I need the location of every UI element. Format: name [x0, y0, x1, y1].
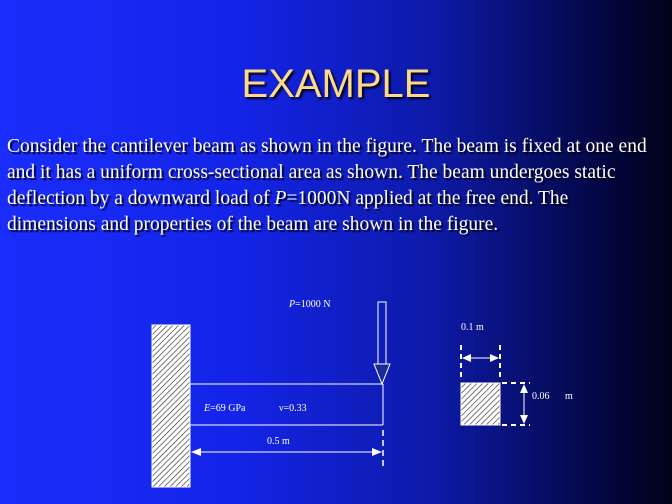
statement-text-1: Consider the cantilever beam as shown in the figure. The beam is fixed at one end and it has a uniform cross-sectional area as shown. The beam undergoes static deflection by a downward load of — [7, 136, 647, 209]
load-symbol-fig: P — [289, 299, 296, 310]
load-label — [288, 299, 330, 310]
height-dimension — [502, 383, 530, 425]
slide-title: EXAMPLE — [241, 62, 431, 106]
fixed-wall — [152, 325, 190, 487]
height-label: 0.06 — [532, 391, 550, 402]
cross-section — [461, 383, 500, 425]
poisson-label: ν=0.33 — [279, 403, 307, 414]
load-symbol: P — [274, 188, 287, 209]
height-unit: m — [565, 391, 573, 402]
load-value: =1000 N — [295, 299, 331, 310]
statement-text-2: =1000N applied at the free end. The dimensions and properties of the beam are shown in the figure. — [7, 188, 569, 235]
width-label: 0.1 m — [461, 322, 484, 333]
modulus-label — [203, 403, 246, 414]
modulus-value: =69 GPa — [210, 403, 246, 414]
load-arrow-icon — [374, 302, 390, 384]
modulus-symbol: E — [204, 403, 211, 414]
width-dimension — [461, 345, 500, 381]
length-label: 0.5 m — [267, 436, 290, 447]
